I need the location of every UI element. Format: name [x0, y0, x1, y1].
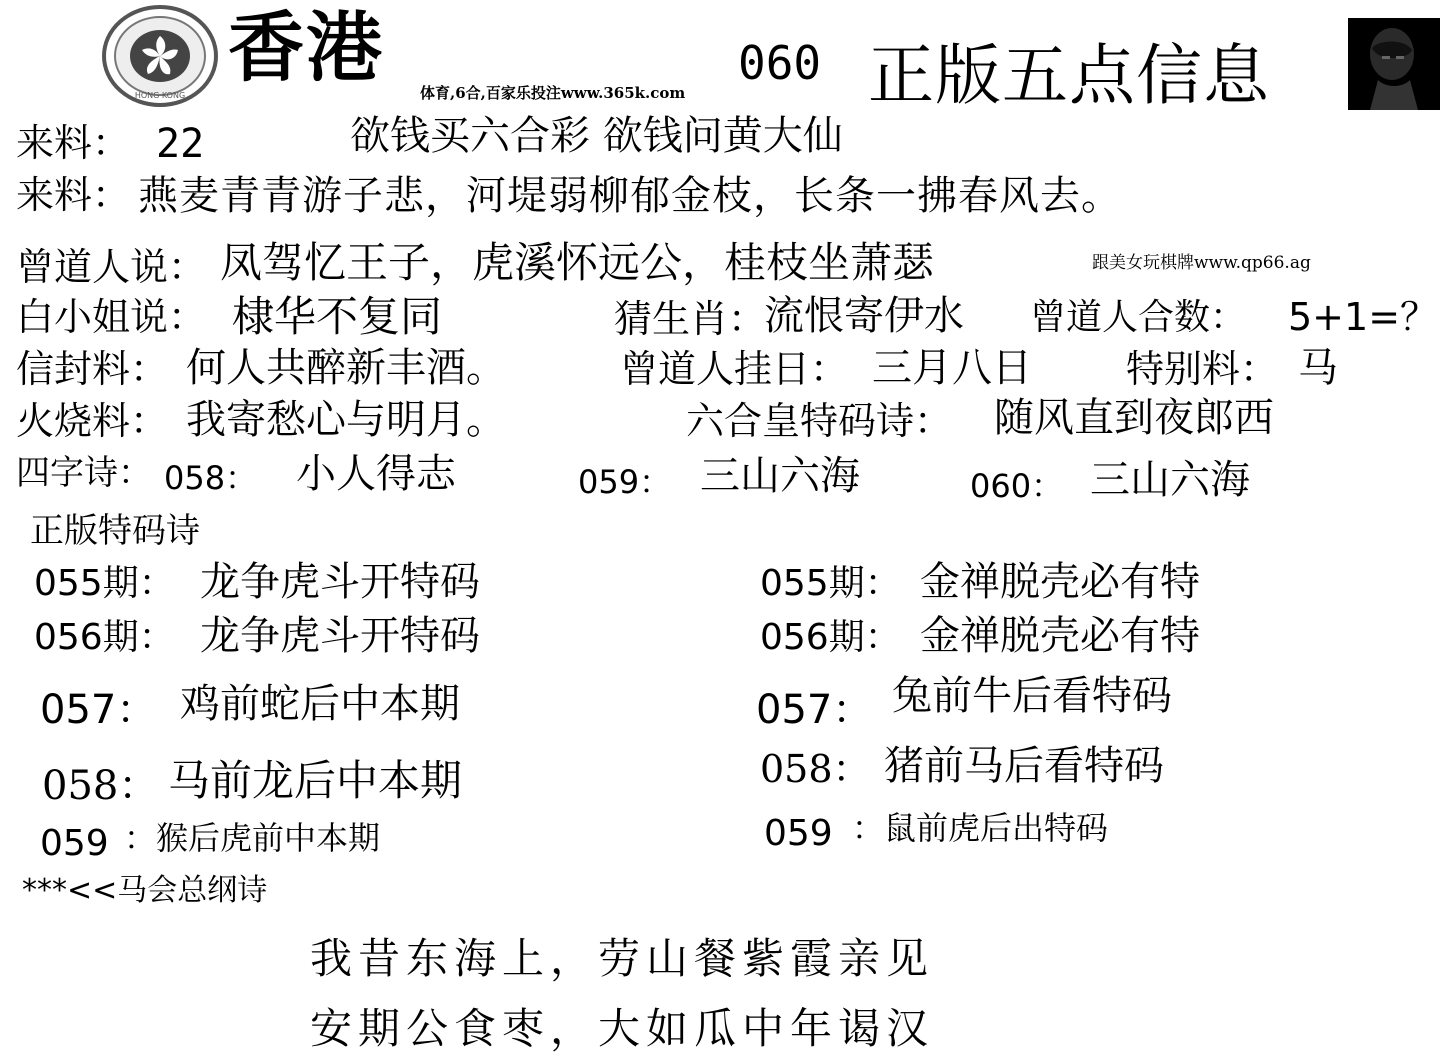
xinfeng-label: 信封料： — [16, 347, 169, 391]
right-row-4-no: 059 — [764, 813, 833, 854]
laoliao-value: 22 — [156, 121, 205, 167]
right-row-1-text: 金禅脱壳必有特 — [920, 613, 1200, 659]
num-label: 曾道人合数： — [1030, 297, 1247, 338]
special-label: 特别料： — [1126, 347, 1279, 391]
sizi-text-0: 小人得志 — [296, 451, 456, 497]
right-row-0-text: 金禅脱壳必有特 — [920, 559, 1200, 605]
sizi-text-1: 三山六海 — [700, 453, 860, 499]
zeng-label: 曾道人说： — [16, 245, 207, 289]
bai-label: 白小姐说： — [16, 295, 207, 339]
page-title: 正版五点信息 — [868, 38, 1270, 112]
left-row-4-no: 059 — [40, 823, 109, 864]
left-row-1-no: 056期： — [34, 617, 175, 658]
laoliao-label: 来料： — [16, 121, 131, 165]
slogan: 欲钱买六合彩 欲钱问黄大仙 — [350, 113, 843, 159]
laoliao2-value: 燕麦青青游子悲，河堤弱柳郁金枝，长条一拂春风去。 — [138, 173, 1122, 219]
sizi-label: 四字诗： — [16, 453, 152, 493]
left-row-3-text: 马前龙后中本期 — [168, 756, 463, 805]
left-row-3-no: 058： — [42, 763, 159, 809]
left-row-1-text: 龙争虎斗开特码 — [200, 613, 480, 659]
xinfeng-value: 何人共醉新丰酒。 — [186, 345, 506, 391]
poem-label: 六合皇特码诗： — [686, 399, 953, 443]
sizi-no-0: 058： — [164, 459, 258, 497]
ad-line-365k: 体育,6合,百家乐投注www.365k.com — [420, 84, 686, 102]
emblem-text: HONG KONG — [134, 91, 186, 100]
right-row-0-no: 055期： — [760, 563, 901, 604]
footer-poem-line-2: 安期公食枣，大如瓜中年谒汉 — [310, 1004, 935, 1053]
sizi-text-2: 三山六海 — [1090, 457, 1250, 503]
bai-value: 棣华不复同 — [232, 292, 443, 341]
left-row-2-no: 057： — [40, 687, 157, 733]
huoshao-label: 火烧料： — [16, 399, 169, 443]
right-row-2-text: 兔前牛后看特码 — [892, 673, 1172, 719]
laoliao2-label: 来料： — [16, 173, 131, 217]
num-value: 5+1=？ — [1288, 295, 1439, 339]
left-row-0-no: 055期： — [34, 563, 175, 604]
left-row-4-text: ：猴后虎前中本期 — [124, 819, 381, 857]
ad-line-qp66: 跟美女玩棋牌www.qp66.ag — [1092, 253, 1311, 273]
hang-value: 三月八日 — [872, 345, 1032, 391]
left-row-0-text: 龙争虎斗开特码 — [200, 559, 480, 605]
huoshao-value: 我寄愁心与明月。 — [186, 397, 506, 443]
issue-number: 060 — [738, 36, 822, 90]
section-title: 正版特码诗 — [30, 511, 200, 551]
portrait-photo — [1348, 18, 1440, 110]
sizi-no-2: 060： — [970, 467, 1064, 505]
title-hong-kong: 香港 — [228, 3, 384, 92]
footer-poem-line-1: 我昔东海上，劳山餐紫霞亲见 — [310, 934, 935, 983]
hong-kong-emblem-icon — [100, 4, 220, 108]
poem-value: 随风直到夜郎西 — [994, 395, 1274, 441]
left-row-2-text: 鸡前蛇后中本期 — [180, 681, 460, 727]
special-value: 马 — [1298, 345, 1338, 391]
right-row-4-text: ：鼠前虎后出特码 — [852, 809, 1109, 847]
guess-label: 猜生肖： — [614, 297, 767, 341]
right-row-1-no: 056期： — [760, 617, 901, 658]
footer-title: ***<<马会总纲诗 — [22, 873, 268, 908]
zeng-value: 凤驾忆王子，虎溪怀远公，桂枝坐萧瑟 — [220, 238, 935, 287]
hang-label: 曾道人挂日： — [620, 347, 849, 391]
guess-value: 流恨寄伊水 — [764, 293, 964, 339]
right-row-3-no: 058： — [760, 747, 871, 791]
sizi-no-1: 059： — [578, 463, 672, 501]
right-row-3-text: 猪前马后看特码 — [884, 743, 1164, 789]
right-row-2-no: 057： — [756, 687, 873, 733]
